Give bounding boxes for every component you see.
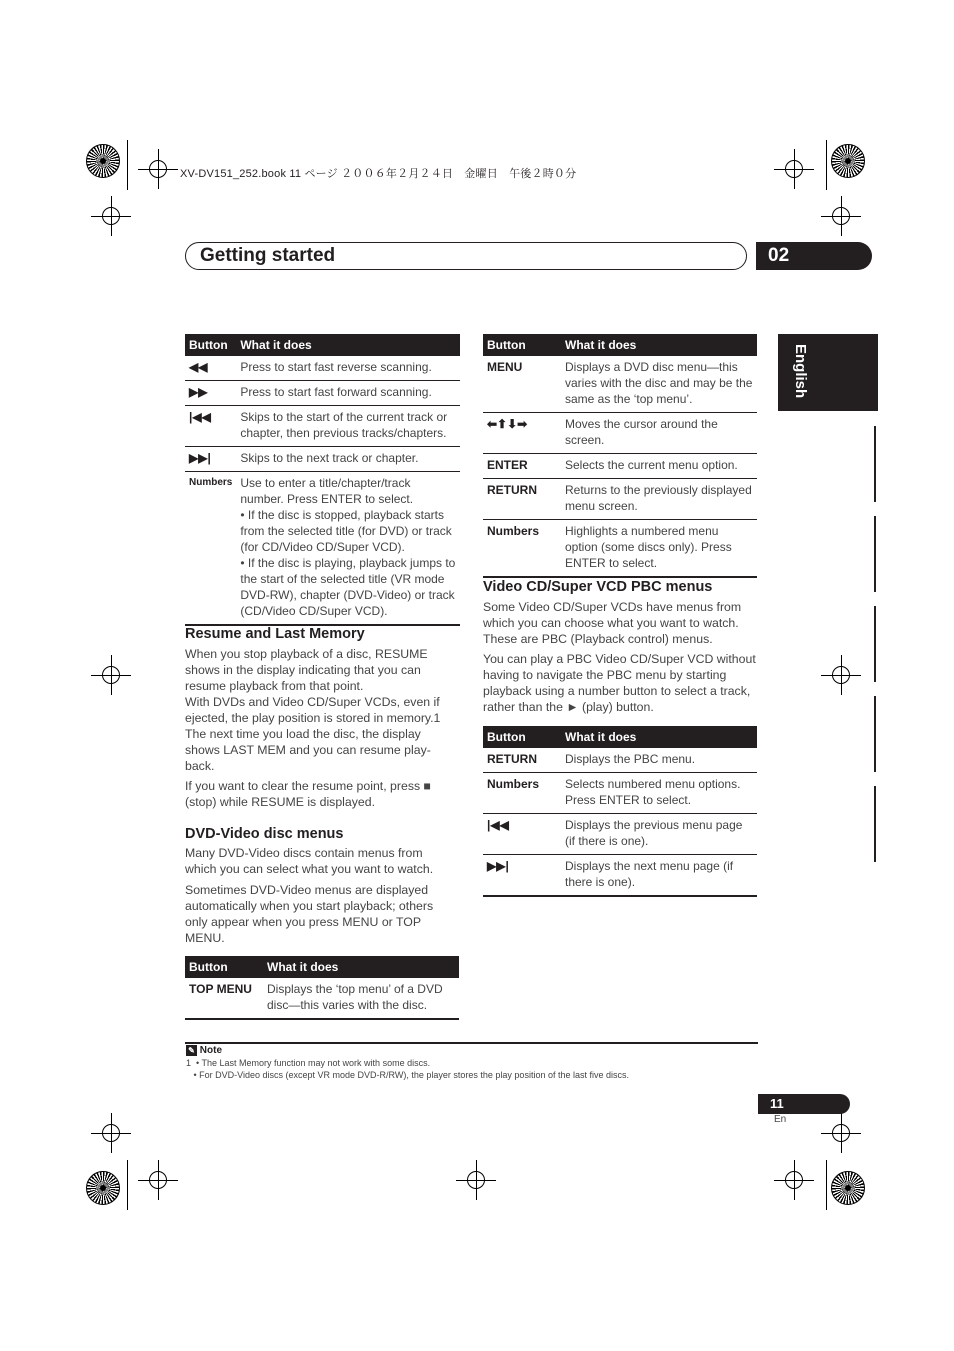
crosshair-mark [785,1171,803,1189]
registration-rosette [831,1171,865,1205]
desc-cell: Skips to the start of the current track or chapter, then previous tracks/chapters. [236,406,460,447]
crosshair-mark [102,207,120,225]
paragraph: You can play a PBC Video CD/Super VCD without having to navigate the PBC menu by starting playback using a number button to select a track, rather than the ► (play) button. [483,652,756,714]
col-header-button: Button [185,334,236,356]
paragraph: When you stop playback of a disc, RESUME shows in the display indicating that you can resume playback from that point. [185,647,428,693]
side-bar [874,786,876,862]
table-row [185,978,459,1019]
button-cell: ENTER [483,454,561,479]
paragraph: Sometimes DVD-Video menus are displayed automatically when you start playback; others only appear when you press MENU or TOP MENU. [185,883,434,945]
note-divider [185,1042,758,1044]
button-table-topmenu [185,956,459,1020]
side-bar [874,426,876,502]
desc-cell: Selects the current menu option. [561,454,757,479]
table-row [483,814,757,855]
note-line: 1 • The Last Memory function may not work with some discs. [186,1058,431,1068]
button-table-playback [185,334,460,626]
col-header-button: Button [483,726,561,748]
note-icon: ✎ [186,1045,197,1056]
col-header-what: What it does [263,956,459,978]
registration-rosette [86,1171,120,1205]
chapter-title: Getting started [200,245,336,266]
table-row [483,748,757,773]
crosshair-mark [785,160,803,178]
desc-cell: Displays the next menu page (if there is one). [561,855,757,897]
desc-cell: Press to start fast reverse scanning. [236,356,460,381]
table-row [185,381,460,406]
table-row [483,855,757,897]
button-cell: ◀◀ [185,356,236,381]
table-row [483,773,757,814]
table-row [185,406,460,447]
heading-pbc-menus: Video CD/Super VCD PBC menus [483,579,713,595]
registration-rosette [86,144,120,178]
table-row [185,447,460,472]
side-bar [874,516,876,592]
desc-cell: Press to start fast forward scanning. [236,381,460,406]
button-cell: RETURN [483,479,561,520]
button-cell: Numbers [483,520,561,578]
paragraph: If you want to clear the resume point, press ■ (stop) while RESUME is displayed. [185,779,431,809]
button-cell: MENU [483,356,561,413]
button-cell: TOP MENU [185,978,263,1019]
desc-cell: Displays a DVD disc menu—this varies with the disc and may be the same as the ‘top menu’. [561,356,757,413]
col-header-button: Button [185,956,263,978]
side-bar [874,606,876,682]
desc-cell: Moves the cursor around the screen. [561,413,757,454]
desc-cell: Skips to the next track or chapter. [236,447,460,472]
crosshair-mark [467,1171,485,1189]
button-table-pbc [483,726,757,897]
crosshair-mark [149,160,167,178]
file-header: XV-DV151_252.book 11 ページ ２００６年２月２４日 金曜日 午後２時０分 [180,168,577,180]
registration-rosette [831,144,865,178]
table-row [185,356,460,381]
paragraph: With DVDs and Video CD/Super VCDs, even if ejected, the play position is stored in memory.1 The next time you load the disc, the display shows LAST MEM and you can resume play-back. [185,695,441,773]
table-row [483,479,757,520]
desc-cell: Use to enter a title/chapter/track number. Press ENTER to select. • If the disc is stopped, playback starts from the selected title (for DVD) or track (for CD/Video CD/Super VCD). • If the disc is playing, playback jumps to the start of the selected title (VR mode DVD-RW), chapter (DVD-Video) or track (CD/Video CD/Super VCD). [236,472,460,626]
col-header-what: What it does [561,334,757,356]
heading-dvd-menus: DVD-Video disc menus [185,826,344,842]
chapter-number: 02 [756,242,872,270]
table-row [483,413,757,454]
table-row [483,520,757,578]
heading-resume: Resume and Last Memory [185,626,365,642]
language-label: English [792,344,809,399]
paragraph: Many DVD-Video discs contain menus from which you can select what you want to watch. [185,846,434,876]
crosshair-mark [832,666,850,684]
desc-cell: Highlights a numbered menu option (some discs only). Press ENTER to select. [561,520,757,578]
crop-line [127,140,128,190]
button-cell: |◀◀ [185,406,236,447]
crosshair-mark [149,1171,167,1189]
button-cell: Numbers [185,472,236,626]
table-row [483,454,757,479]
page-number: 11 [758,1094,850,1114]
page-language: En [774,1114,787,1125]
desc-cell: Displays the previous menu page (if there is one). [561,814,757,855]
button-cell: RETURN [483,748,561,773]
desc-cell: Returns to the previously displayed menu screen. [561,479,757,520]
desc-cell: Displays the PBC menu. [561,748,757,773]
language-tab [778,334,878,411]
button-cell: |◀◀ [483,814,561,855]
desc-cell: Selects numbered menu options. Press ENTER to select. [561,773,757,814]
button-cell: ▶▶ [185,381,236,406]
col-header-what: What it does [236,334,460,356]
col-header-what: What it does [561,726,757,748]
note-label: Note [199,1045,223,1057]
crop-line [826,1160,827,1210]
button-cell: ▶▶| [483,855,561,897]
button-cell: Numbers [483,773,561,814]
crosshair-mark [832,207,850,225]
note-heading [186,1045,222,1056]
crosshair-mark [102,1124,120,1142]
crosshair-mark [832,1124,850,1142]
table-row [185,472,460,626]
paragraph: Some Video CD/Super VCDs have menus from which you can choose what you want to watch. These are PBC (Playback control) menus. [483,600,742,646]
button-cell: ⬅⬆⬇➡ [483,413,561,454]
crosshair-mark [102,666,120,684]
col-header-button: Button [483,334,561,356]
desc-cell: Displays the ‘top menu’ of a DVD disc—this varies with the disc. [263,978,459,1019]
crop-line [127,1160,128,1210]
side-bar [874,696,876,772]
button-table-menus [483,334,757,578]
crop-line [826,140,827,190]
table-row [483,356,757,413]
button-cell: ▶▶| [185,447,236,472]
note-line: • For DVD-Video discs (except VR mode DVD-R/RW), the player stores the play position of the last five discs. [186,1070,629,1080]
